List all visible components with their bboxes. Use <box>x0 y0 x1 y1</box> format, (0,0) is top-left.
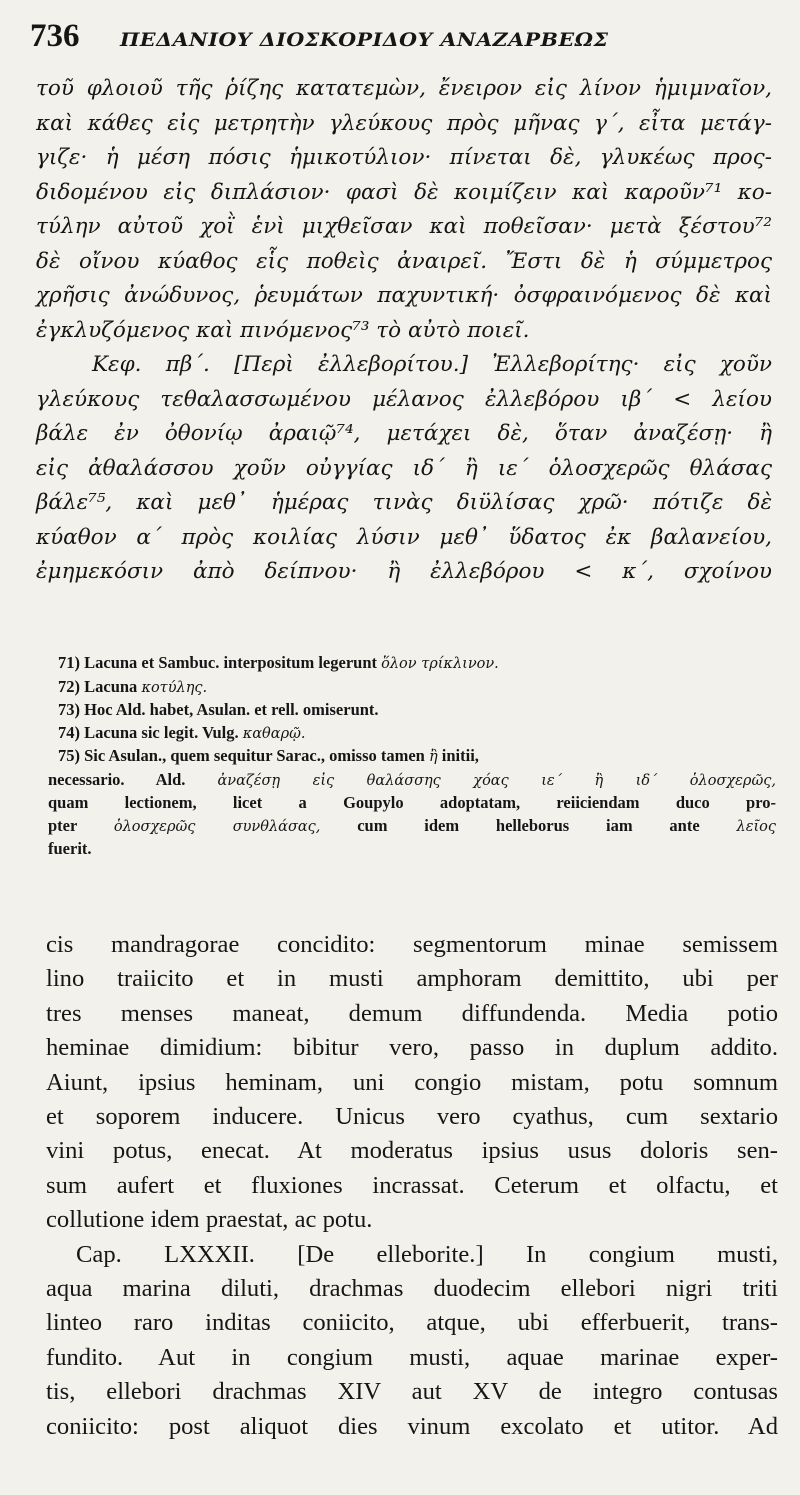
footnote-72 <box>58 676 776 700</box>
greek-line: διδομένου εἰς διπλάσιον· φασὶ δὲ κοιμίζειν καὶ καροῦν⁷¹ κο- <box>36 179 772 205</box>
latin-line: collutione idem praestat, ac potu. <box>46 1206 373 1234</box>
greek-line: χρῆσις ἀνώδυνος, ῥευμάτων παχυντική· ὀσφραινόμενος δὲ καὶ <box>36 283 772 308</box>
footnote-text: pter <box>48 815 78 835</box>
footnote-text: initii, <box>441 746 479 765</box>
latin-line: coniicito: post aliquot dies vinum excolato et utitor. Ad <box>46 1412 778 1440</box>
greek-text-block <box>36 72 772 590</box>
latin-chapter-heading-line: Cap. LXXXII. [De elleborite.] In congium musti, <box>76 1240 778 1268</box>
footnote-greek: ὁλοσχερῶς συνθλάσας, <box>113 818 321 835</box>
greek-line: γλεύκους τεθαλασσωμένου μέλανος ἐλλεβόρου ιβ΄ < λείου <box>36 386 772 412</box>
footnote-number: 71) <box>58 653 80 672</box>
greek-line: ἐγκλυζόμενος καὶ πινόμενος⁷³ τὸ αὐτὸ ποιεῖ. <box>36 317 530 343</box>
footnote-greek: κοτύλης. <box>141 679 208 696</box>
footnote-greek: ἢ <box>428 749 438 765</box>
footnote-73 <box>58 699 776 722</box>
footnote-75-continued <box>48 815 776 839</box>
page-header <box>30 18 770 64</box>
latin-line: sum aufert et fluxiones incrassat. Ceterum et olfactu, et <box>46 1171 778 1199</box>
greek-line: εἰς ἀθαλάσσου χοῦν οὐγγίας ιδ΄ ἢ ιε΄ ὁλοσχερῶς θλάσας <box>36 455 772 481</box>
greek-line: γιζε· ἡ μέση πόσις ἡμικοτύλιον· πίνεται δὲ, γλυκέως προς- <box>36 145 772 170</box>
greek-line: καὶ κάθες εἰς μετρητὴν γλεύκους πρὸς μῆνας γ΄, εἶτα μετάγ- <box>36 110 772 136</box>
latin-line: fundito. Aut in congium musti, aquae marinae exper- <box>46 1343 778 1371</box>
latin-line: et soporem inducere. Unicus vero cyathus, cum sextario <box>46 1103 778 1131</box>
greek-line: κύαθον α΄ πρὸς κοιλίας λύσιν μεθ᾿ ὕδατος ἐκ βαλανείου, <box>36 524 772 550</box>
footnote-71 <box>58 652 776 676</box>
footnote-text: Lacuna sic legit. Vulg. <box>84 722 239 742</box>
latin-line: heminae dimidium: bibitur vero, passo in duplum addito. <box>46 1034 778 1062</box>
greek-line: ἐμημεκόσιν ἀπὸ δείπνου· ἢ ἐλλεβόρου < κ΄, σχοίνου <box>36 559 772 584</box>
footnote-text: Sic Asulan., quem sequitur Sarac., omisso tamen <box>84 746 425 765</box>
footnote-74 <box>58 722 776 746</box>
latin-line: linteo raro inditas coniicito, atque, ubi efferbuerit, trans- <box>46 1309 778 1337</box>
greek-chapter-heading-line: Κεφ. πβ΄. [Περὶ ἐλλεβορίτου.] Ἐλλεβορίτης· εἰς χοῦν <box>92 352 772 377</box>
footnote-greek: ἀναζέσῃ εἰς θαλάσσης χόας ιε΄ ἢ ιδ΄ ὁλοσχερῶς, <box>217 772 776 789</box>
latin-line: lino traiicito et in musti amphoram demittito, ubi per <box>46 965 778 993</box>
footnote-greek: λεῖος <box>736 818 777 835</box>
footnote-75-continued <box>48 838 776 861</box>
latin-text-block <box>46 928 778 1444</box>
footnote-75 <box>58 745 776 769</box>
footnote-text: Lacuna <box>84 676 138 696</box>
footnote-number: 72) <box>58 676 80 696</box>
footnote-text: Hoc Ald. habet, Asulan. et rell. omiserunt. <box>84 700 379 719</box>
footnotes <box>48 652 777 861</box>
footnote-greek: καθαρῷ. <box>242 725 306 742</box>
greek-line: βάλε⁷⁵, καὶ μεθ᾿ ἡμέρας τινὰς διϋλίσας χρῶ· πότιζε δὲ <box>36 490 772 515</box>
running-head: ΠΕΔΑΝΙΟΥ ΔΙΟΣΚΟΡΙΔΟΥ ΑΝΑΖΑΡΒΕΩΣ <box>120 29 609 51</box>
footnote-text: cum idem helleborus iam ante <box>357 815 700 835</box>
footnote-text: quam lectionem, licet a Goupylo adoptatam, reiiciendam duco pro- <box>48 793 776 812</box>
footnote-number: 74) <box>58 722 80 742</box>
greek-line: βάλε ἐν ὀθονίῳ ἀραιῷ⁷⁴, μετάχει δὲ, ὅταν ἀναζέσῃ· ἢ <box>36 421 772 446</box>
footnote-greek: ὅλον τρίκλινον. <box>381 656 499 672</box>
latin-line: tis, ellebori drachmas XIV aut XV de integro contusas <box>46 1378 778 1406</box>
footnote-text: fuerit. <box>48 839 92 858</box>
latin-line: vini potus, enecat. At moderatus ipsius usus doloris sen- <box>46 1137 778 1165</box>
latin-line: tres menses maneat, demum diffundenda. Media potio <box>46 999 778 1027</box>
footnote-text: Lacuna et Sambuc. interpositum legerunt <box>84 653 377 672</box>
latin-line: aqua marina diluti, drachmas duodecim ellebori nigri triti <box>46 1275 778 1303</box>
footnote-number: 75) <box>58 746 80 765</box>
footnote-text: necessario. Ald. <box>48 769 186 789</box>
page-number: 736 <box>30 18 80 54</box>
footnote-number: 73) <box>58 700 80 719</box>
greek-line: τοῦ φλοιοῦ τῆς ῥίζης κατατεμὼν, ἔνειρον εἰς λίνον ἡμιμναῖον, <box>36 76 772 101</box>
footnote-75-continued <box>48 792 776 815</box>
footnote-75-continued <box>48 769 776 793</box>
greek-line: δὲ οἴνου κύαθος εἷς ποθεὶς ἀναιρεῖ. Ἔστι δὲ ἡ σύμμετρος <box>36 248 772 274</box>
greek-line: τύλην αὐτοῦ χοῒ ἑνὶ μιχθεῖσαν καὶ ποθεῖσαν· μετὰ ξέστου⁷² <box>36 214 772 239</box>
latin-line: Aiunt, ipsius heminam, uni congio mistam, potu somnum <box>46 1068 778 1096</box>
latin-line: cis mandragorae concidito: segmentorum minae semissem <box>46 931 778 958</box>
